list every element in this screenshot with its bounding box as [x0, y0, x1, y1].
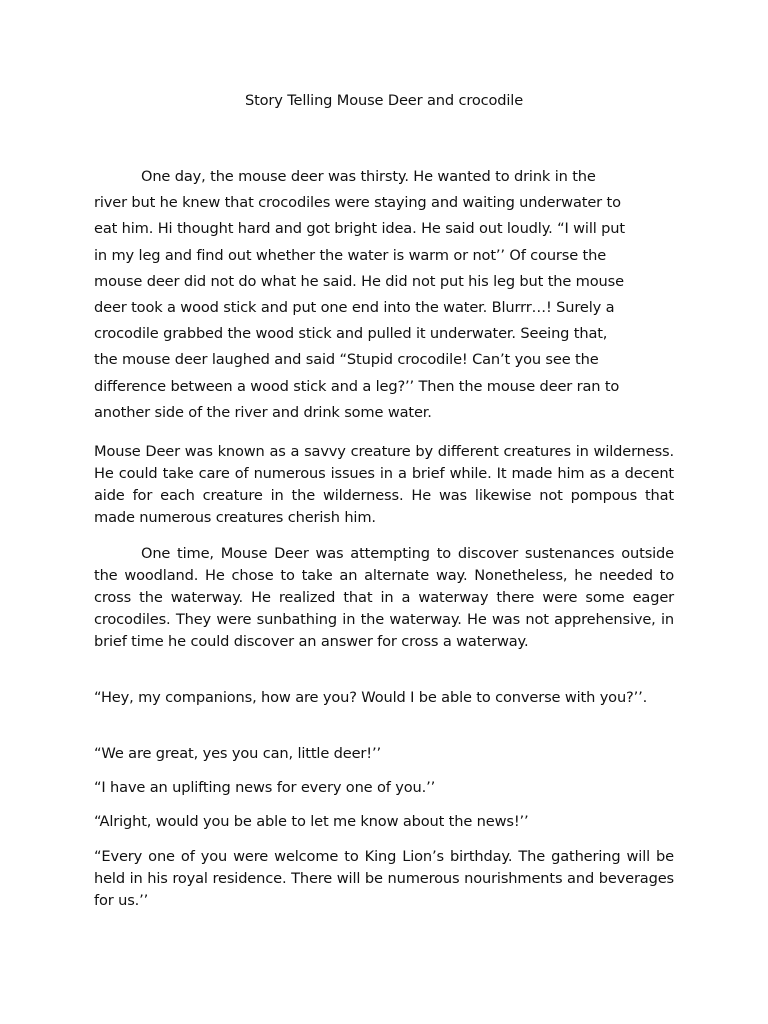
story-paragraph-3: One time, Mouse Deer was attempting to discover sustenances outside the woodland. He chose to take an alternate way. Nonetheless, he needed to cross the waterway. He realized that in a waterway there were some eager crocodiles. They were sunbathing in the waterway. He was not apprehensive, in brief time he could discover an answer for cross a waterway. — [94, 545, 674, 650]
dialogue-line-2: “We are great, yes you can, little deer!’’ — [94, 745, 381, 762]
document-title: Story Telling Mouse Deer and crocodile — [244, 92, 524, 109]
paragraph-line: crocodile grabbed the wood stick and pulled it underwater. Seeing that, — [94, 325, 608, 343]
dialogue-line-3: “I have an uplifting news for every one of you.’’ — [94, 779, 436, 796]
story-paragraph-2: Mouse Deer was known as a savvy creature by different creatures in wilderness. He could take care of numerous issues in a brief while. It made him as a decent aide for each creature in the wilderness. He was likewise not pompous that made numerous creatures cherish him. — [94, 443, 674, 526]
paragraph-line: deer took a wood stick and put one end into the water. Blurrr…! Surely a — [94, 299, 615, 317]
paragraph-line: eat him. Hi thought hard and got bright idea. He said out loudly. “I will put — [94, 220, 625, 238]
dialogue-line-5: “Every one of you were welcome to King Lion’s birthday. The gathering will be held in his royal residence. There will be numerous nourishments and beverages for us.’’ — [94, 848, 674, 909]
paragraph-line: difference between a wood stick and a leg?’’ Then the mouse deer ran to — [94, 377, 620, 395]
story-paragraph-1 — [94, 164, 674, 426]
paragraph-line: mouse deer did not do what he said. He did not put his leg but the mouse — [94, 272, 624, 290]
paragraph-line: the mouse deer laughed and said “Stupid crocodile! Can’t you see the — [94, 351, 599, 369]
paragraph-line: another side of the river and drink some water. — [94, 403, 432, 421]
paragraph-line: in my leg and find out whether the water is warm or not’’ Of course the — [94, 246, 607, 264]
paragraph-line: river but he knew that crocodiles were staying and waiting underwater to — [94, 194, 621, 212]
dialogue-line-4: “Alright, would you be able to let me know about the news!’’ — [94, 813, 529, 830]
paragraph-line: One day, the mouse deer was thirsty. He wanted to drink in the — [141, 168, 596, 185]
dialogue-line-1: “Hey, my companions, how are you? Would I be able to converse with you?’’. — [94, 689, 648, 706]
